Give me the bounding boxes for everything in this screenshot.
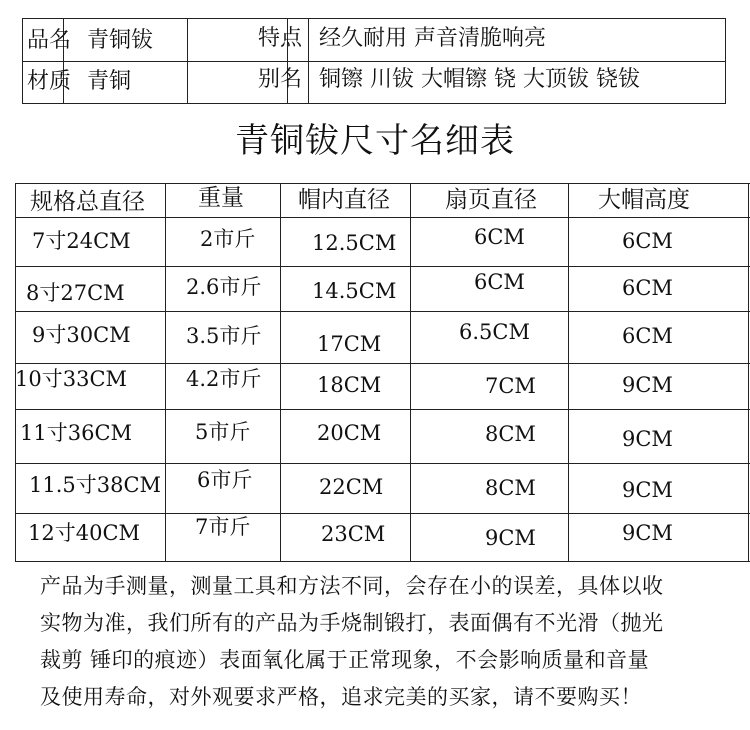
note-line: 及使用寿命，对外观要求严格，追求完美的买家，请不要购买！: [40, 685, 642, 709]
spec-cap-height-cell: 6CM: [622, 229, 673, 253]
info-value-name: 青铜钹: [87, 28, 154, 53]
header-weight: 重量: [198, 185, 244, 211]
info-value-alias: 铜镲 川钹 大帽镲 铙 大顶钹 铙钹: [319, 67, 640, 92]
spec-wing-diameter-cell: 9CM: [485, 526, 536, 550]
spec-weight-cell: 2市斤: [200, 227, 256, 251]
table-rule: [568, 183, 569, 561]
table-rule: [15, 311, 750, 312]
spec-weight-cell: 7市斤: [195, 515, 251, 539]
spec-cap-height-cell: 6CM: [622, 276, 673, 300]
spec-cap-height-cell: 9CM: [622, 427, 673, 451]
spec-total-diameter-cell: 11.5寸38CM: [29, 473, 162, 497]
info-label-name: 品名: [27, 28, 72, 53]
table-rule: [15, 513, 750, 514]
spec-wing-diameter-cell: 6CM: [474, 225, 525, 249]
spec-total-diameter-cell: 12寸40CM: [28, 521, 141, 545]
header-wing-diameter: 扇页直径: [445, 187, 537, 213]
table-rule: [15, 463, 750, 464]
spec-cap-height-cell: 6CM: [622, 324, 673, 348]
spec-weight-cell: 3.5市斤: [186, 324, 262, 348]
spec-cap-height-cell: 9CM: [622, 478, 673, 502]
table-rule: [15, 217, 750, 218]
spec-total-diameter-cell: 8寸27CM: [26, 281, 125, 305]
table-rule: [15, 409, 750, 410]
note-line: 实物为准，我们所有的产品为手烧制锻打，表面偶有不光滑（抛光: [40, 611, 664, 635]
spec-weight-cell: 5市斤: [195, 420, 251, 444]
info-value-feature: 经久耐用 声音清脆响亮: [319, 26, 546, 51]
spec-wing-diameter-cell: 8CM: [485, 422, 536, 446]
spec-total-diameter-cell: 9寸30CM: [32, 323, 131, 347]
info-col-divider: [187, 19, 188, 103]
spec-weight-cell: 2.6市斤: [186, 275, 262, 299]
spec-cap-inner-diameter-cell: 12.5CM: [312, 231, 397, 255]
spec-wing-diameter-cell: 6.5CM: [459, 320, 530, 344]
spec-cap-inner-diameter-cell: 22CM: [319, 475, 384, 499]
spec-cap-inner-diameter-cell: 14.5CM: [312, 279, 397, 303]
header-cap-height: 大帽高度: [598, 187, 690, 213]
table-rule: [280, 183, 281, 561]
spec-cap-inner-diameter-cell: 23CM: [321, 522, 386, 546]
spec-cap-inner-diameter-cell: 20CM: [317, 421, 382, 445]
info-row-divider: [23, 61, 725, 62]
spec-weight-cell: 4.2市斤: [186, 367, 262, 391]
table-rule: [165, 183, 166, 561]
product-info-table: [22, 18, 726, 104]
spec-total-diameter-cell: 11寸36CM: [20, 421, 133, 445]
info-label-feature: 特点: [258, 26, 303, 51]
spec-total-diameter-cell: 10寸33CM: [15, 367, 128, 391]
table-rule: [15, 183, 750, 184]
spec-total-diameter-cell: 7寸24CM: [32, 229, 131, 253]
spec-cap-height-cell: 9CM: [622, 373, 673, 397]
spec-cap-height-cell: 9CM: [622, 521, 673, 545]
info-col-divider: [308, 19, 309, 103]
size-spec-table: [15, 183, 750, 563]
page-title: 青铜钹尺寸名细表: [235, 121, 515, 161]
disclaimer-note: [40, 568, 740, 716]
table-rule: [410, 183, 411, 561]
table-rule: [15, 266, 750, 267]
spec-weight-cell: 6市斤: [197, 468, 253, 492]
table-rule: [15, 561, 750, 562]
header-cap-inner-diameter: 帽内直径: [298, 187, 390, 213]
note-line: 裁剪 锤印的痕迹）表面氧化属于正常现象，不会影响质量和音量: [40, 648, 650, 672]
spec-wing-diameter-cell: 7CM: [485, 374, 536, 398]
note-line: 产品为手测量，测量工具和方法不同，会存在小的误差，具体以收: [40, 574, 664, 598]
spec-cap-inner-diameter-cell: 18CM: [317, 373, 382, 397]
info-label-alias: 别名: [258, 67, 303, 92]
spec-wing-diameter-cell: 8CM: [485, 476, 536, 500]
table-rule: [748, 183, 749, 561]
info-value-material: 青铜: [87, 69, 132, 94]
header-total-diameter: 规格总直径: [30, 189, 145, 215]
spec-wing-diameter-cell: 6CM: [474, 270, 525, 294]
spec-cap-inner-diameter-cell: 17CM: [317, 332, 382, 356]
info-label-material: 材质: [27, 69, 72, 94]
table-rule: [15, 363, 750, 364]
